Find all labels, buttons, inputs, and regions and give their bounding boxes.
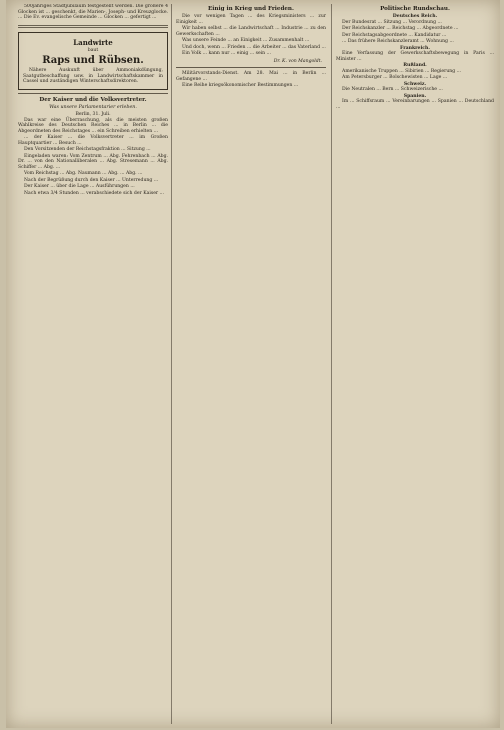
- paragraph: Nach der Begrüßung durch den Kaiser ... Unterredung ...: [24, 177, 159, 183]
- paragraph: Vom Reichstag ... Abg. Naumann ... Abg. ... Abg. ...: [24, 171, 143, 176]
- paragraph: Was unsere Feinde ... an Einigkeit ... Zusammenhalt ...: [182, 38, 310, 43]
- paragraph: ... Das frühere Reichskanzleramt ... Wohnung ...: [342, 39, 454, 44]
- paragraph: Der Kaiser ... über die Lage ... Ausführungen ...: [24, 184, 135, 189]
- paragraph: Eine Verfassung der Gewerkschaftsbewegung in Paris ... Minister ...: [336, 51, 494, 62]
- news-item: Eine Reihe kriegsökonomischer Bestimmungen ...: [182, 83, 299, 88]
- paragraph: Amerikanische Truppen ... Sibirien ... Regierung ...: [342, 68, 462, 74]
- section-heading-spanien: Spanien.: [403, 93, 427, 99]
- column-left: [18, 4, 168, 724]
- rundschau-title: Politische Rundschau.: [380, 6, 450, 12]
- column-middle: [176, 4, 326, 724]
- section-heading-deutsches-reich: Deutsches Reich.: [392, 14, 438, 19]
- paragraph: Ein Volk ... kann nur ... einig ... sein ...: [182, 51, 271, 56]
- divider: [18, 25, 168, 28]
- paragraph: ... der Kaiser ... die Volksvertreter ... im Großen Hauptquartier ... Besuch ...: [18, 135, 168, 146]
- divider: [18, 93, 168, 94]
- paragraph: Der Reichskanzler ... Reichstag ... Abgeordnete ...: [342, 26, 459, 31]
- section-heading-schweiz: Schweiz.: [403, 81, 427, 87]
- article-body: [176, 14, 326, 57]
- section-title: Der Kaiser und die Volksvertreter.: [39, 96, 147, 103]
- paragraph: Am Petersburger ... Bolschewisten ... Lage ...: [342, 75, 448, 80]
- section-heading-russland: Rußland.: [403, 63, 427, 68]
- divider: [176, 67, 326, 68]
- column-rule: [331, 4, 332, 724]
- paragraph: Den Vorsitzenden der Reichstagsfraktion ... Sitzung ...: [24, 147, 151, 152]
- ad-text: Nähere Auskunft über Ammoniakdüngung, Saatgutbeschaffung usw. in Landwirtschaftskammer in Cassel und zuständigen Winterschaftsdirektoren.: [23, 68, 163, 84]
- paragraph: Die Neutralen ... Bern ... Schweizerische ...: [342, 87, 443, 92]
- paragraph: Wir haben selbst ... die Landwirtschaft ... Industrie ... zu den Gewerkschaften ...: [176, 26, 326, 37]
- article-body: [18, 118, 168, 197]
- ad-heading: Landwirte: [73, 37, 113, 47]
- advertisement-box: [18, 32, 168, 90]
- section-subtitle: Was unsere Parlamentarier erleben.: [49, 104, 137, 110]
- paragraph: Nach etwa 3/4 Stunden ... verabschiedete sich der Kaiser ...: [24, 190, 164, 196]
- dateline: Berlin, 31. Juli.: [75, 112, 111, 117]
- paragraph: Im ... Schiffsraum ... Vereinbarungen ... Spanien ... Deutschland ...: [336, 99, 494, 110]
- intro-text: 500jähriges Stadtjubiläum festgestellt werden. Die größere 4 Glocken ist ... geschenkt, die Marien-, Joseph- und Kreuzglocke. ... Die Ev. evangelische Gemeinde ... Glocken ... gefertigt ...: [18, 4, 168, 20]
- ad-title: Raps und Rübsen.: [42, 55, 144, 66]
- section-heading-frankreich: Frankreich.: [400, 45, 430, 51]
- ad-subheading: baut: [87, 47, 99, 53]
- column-rule: [171, 4, 172, 724]
- news-item: Militärvorstands-Dienst. Am 28. Mai ... in Berlin ... Gefangene ...: [176, 71, 326, 82]
- newspaper-page: [6, 0, 500, 728]
- column-right: [336, 4, 494, 724]
- paragraph: Das war eine Überraschung, als die meisten großen Wahlkreise des Deutschen Reiches ... in Berlin ... die Abgeordneten des Reichstages ... ein Schreiben erhielten ...: [18, 117, 168, 134]
- article-title: Einig in Krieg und Frieden.: [208, 6, 294, 12]
- author-signature: Dr. K. von Mangoldt.: [273, 58, 322, 64]
- paragraph: Der Reichstagsabgeordnete ... Kandidatur ...: [342, 32, 447, 38]
- paragraph: Eingeladen waren: Vom Zentrum ... Abg. Fehrenbach ... Abg. Dr. ... von den Nationalliberalen ... Abg. Stresemann ... Abg. Schiffer ... Abg. ...: [18, 153, 168, 170]
- paragraph: Die vor wenigen Tagen ... des Kriegsministers ... zur Einigkeit ...: [176, 14, 326, 25]
- paragraph: Der Bundesrat ... Sitzung ... Verordnung ...: [342, 19, 442, 25]
- paragraph: Und doch, wenn ... Frieden ... die Arbeiter ... das Vaterland ...: [182, 44, 326, 50]
